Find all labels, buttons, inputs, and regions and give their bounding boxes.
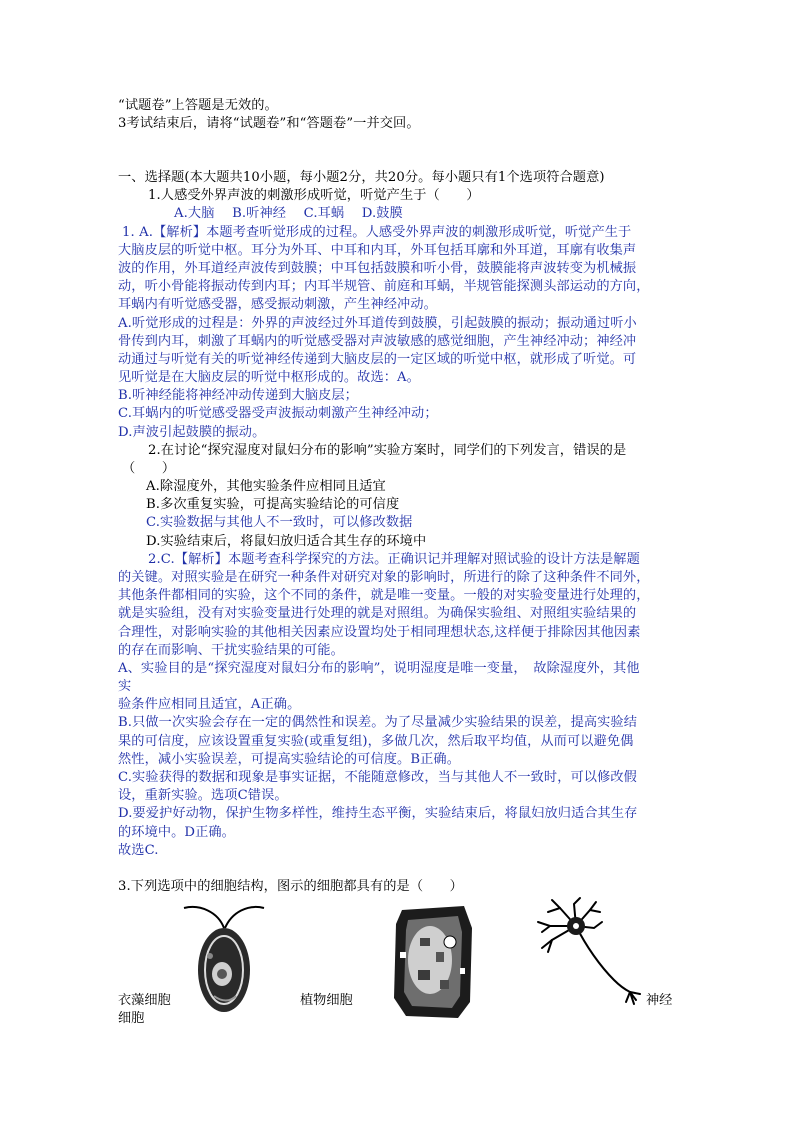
q2-option-d: D.实验结束后，将鼠妇放归适合其生存的环境中 (146, 534, 427, 549)
caption-plant-cell: 植物细胞 (300, 993, 353, 1008)
q2-option-c: C.实验数据与其他人不一致时，可以修改数据 (146, 515, 413, 530)
caption-neuron-part1: 神经 (646, 993, 673, 1008)
q2-analysis-line: 就是实验组，没有对实验变量进行处理的就是对照组。为确保实验组、对照组实验结果的 (118, 606, 637, 621)
q1-analysis-line: A.听觉形成的过程是：外界的声波经过外耳道传到鼓膜，引起鼓膜的振动；振动通过听小 (118, 316, 637, 331)
q2-analysis-line: 的存在而影响、干扰实验结果的可能。 (118, 643, 344, 658)
q2-analysis-line: 2.C.【解析】本题考查科学探究的方法。正确识记并理解对照试验的设计方法是解题 (148, 552, 640, 567)
q2-analysis-line: 然性，减小实验误差，可提高实验结论的可信度。B正确。 (118, 752, 460, 767)
q2-stem-line-1: 2.在讨论“探究湿度对鼠妇分布的影响”实验方案时，同学们的下列发言，错误的是 (148, 443, 627, 458)
q2-analysis-line: 设，重新实验。选项C错误。 (118, 788, 288, 803)
q2-analysis-line: B.只做一次实验会存在一定的偶然性和误差。为了尽量减少实验结果的误差，提高实验结 (118, 715, 638, 730)
section-heading: 一、选择题(本大题共10小题，每小题2分，共20分。每小题只有1个选项符合题意) (118, 170, 605, 185)
q2-analysis-line: 果的可信度，应该设置重复实验(或重复组)，多做几次，然后取平均值，从而可以避免偶 (118, 734, 634, 749)
q2-analysis-line: 故选C. (118, 843, 159, 858)
plant-cell-figure (390, 902, 476, 1022)
q2-analysis-line: C.实验获得的数据和现象是事实证据，不能随意修改，当与其他人不一致时，可以修改假 (118, 770, 637, 785)
q2-stem-line-2: （ ） (122, 461, 176, 476)
q1-analysis-line: 耳蜗内有听觉感受器，感受振动刺激，产生神经冲动。 (118, 297, 437, 312)
q2-analysis-line: A、实验目的是“探究湿度对鼠妇分布的影响”，说明湿度是唯一变量， 故除湿度外，其他 (118, 661, 640, 676)
q1-analysis-line: 波的作用，外耳道经声波传到鼓膜；中耳包括鼓膜和听小骨，鼓膜能将声波转变为机械振 (118, 261, 637, 276)
notice-line-1: “试题卷”上答题是无效的。 (118, 98, 278, 113)
q3-stem: 3.下列选项中的细胞结构，图示的细胞都具有的是（ ） (118, 879, 463, 894)
chlamydomonas-cell-figure (178, 898, 270, 1018)
q1-analysis-line: 动，听小骨能将振动传到内耳；内耳半规管、前庭和耳蜗，半规管能探测头部运动的方向， (118, 279, 650, 294)
q1-stem: 1.人感受外界声波的刺激形成听觉，听觉产生于（ ） (148, 188, 480, 203)
q1-analysis-line: B.听神经能将神经冲动传递到大脑皮层； (118, 388, 358, 403)
q2-analysis-line: 合理性，对影响实验的其他相关因素应设置均处于相同理想状态,这样便于排除因其他因素 (118, 625, 641, 640)
caption-chlamydomonas: 衣藻细胞 (118, 993, 171, 1008)
q2-analysis-line: 的环境中。D正确。 (118, 825, 235, 840)
q2-analysis-line: D.要爱护好动物，保护生物多样性，维持生态平衡，实验结束后，将鼠妇放归适合其生存 (118, 806, 638, 821)
q2-analysis-line: 实 (118, 679, 132, 694)
q2-analysis-line: 其他条件都相同的实验，这个不同的条件，就是唯一变量。一般的对实验变量进行处理的， (118, 588, 650, 603)
q2-analysis-line: 的关键。对照实验是在研究一种条件对研究对象的影响时，所进行的除了这种条件不同外， (118, 570, 650, 585)
q1-analysis-line: 大脑皮层的听觉中枢。耳分为外耳、中耳和内耳，外耳包括耳廓和外耳道，耳廓有收集声 (118, 243, 637, 258)
caption-neuron-part2: 细胞 (118, 1011, 145, 1026)
q1-analysis-line: 骨传到内耳，刺激了耳蜗内的听觉感受器对声波敏感的感觉细胞，产生神经冲动；神经冲 (118, 334, 637, 349)
q1-analysis-line: C.耳蜗内的听觉感受器受声波振动刺激产生神经冲动； (118, 406, 438, 421)
q2-option-b: B.多次重复实验，可提高实验结论的可信度 (146, 497, 400, 512)
q1-analysis-line: 动通过与听觉有关的听觉神经传递到大脑皮层的一定区域的听觉中枢，就形成了听觉。可 (118, 352, 637, 367)
q1-analysis-line: 1. A.【解析】本题考查听觉形成的过程。人感受外界声波的刺激形成听觉，听觉产生于 (122, 225, 632, 240)
q2-option-a: A.除湿度外，其他实验条件应相同且适宜 (146, 479, 386, 494)
q1-analysis-line: 见听觉是在大脑皮层的听觉中枢形成的。故选：A。 (118, 370, 420, 385)
notice-line-2: 3考试结束后，请将“试题卷”和“答题卷”一并交回。 (118, 116, 420, 131)
neuron-cell-figure (530, 896, 662, 1006)
q1-analysis-line: D.声波引起鼓膜的振动。 (118, 425, 266, 440)
q2-analysis-line: 验条件应相同且适宜，A正确。 (118, 697, 301, 712)
q1-options: A.大脑 B.听神经 C.耳蜗 D.鼓膜 (174, 206, 403, 221)
